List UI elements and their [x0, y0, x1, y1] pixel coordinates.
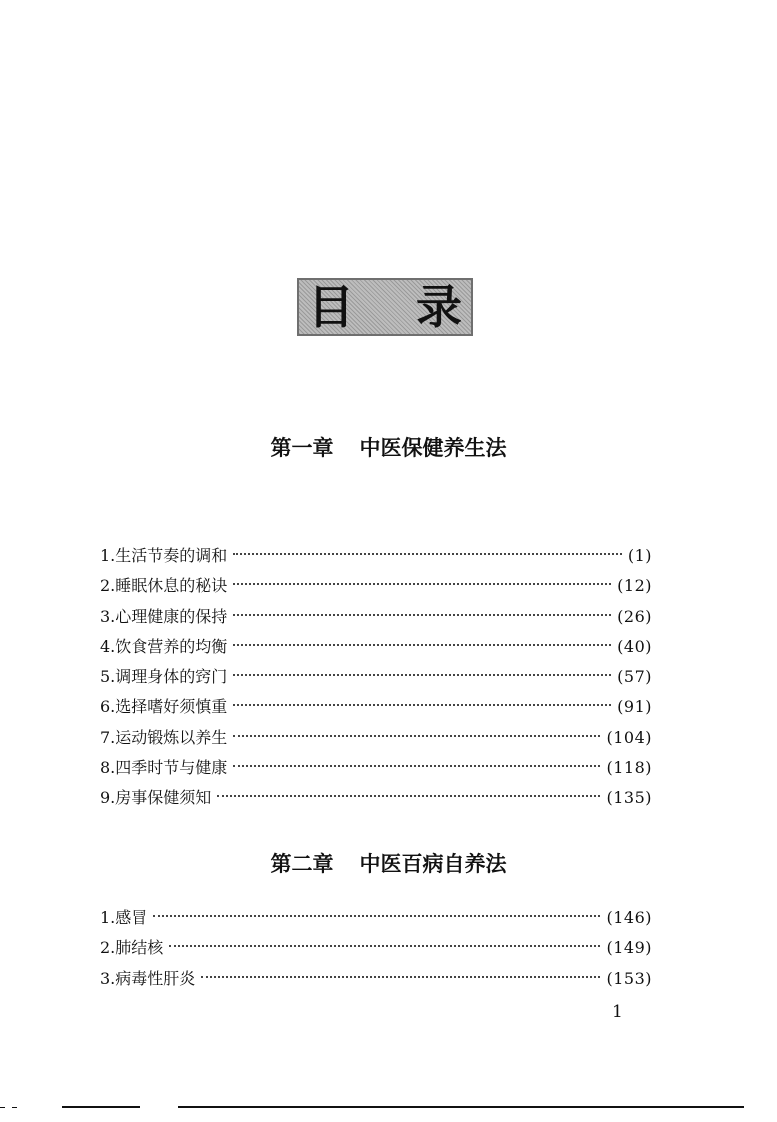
dot-leader	[233, 735, 600, 737]
toc-entry-label: 6.选择嗜好须慎重	[100, 697, 228, 717]
toc-entry-page: (146)	[606, 908, 652, 927]
dot-leader	[201, 976, 600, 978]
toc-entry[interactable]	[100, 964, 652, 994]
toc-entry-label: 3.心理健康的保持	[100, 606, 228, 626]
toc-entry-page: (149)	[606, 938, 652, 958]
toc-entry[interactable]	[100, 602, 652, 632]
chapter-name: 中医保健养生法	[359, 436, 507, 460]
dot-leader	[217, 795, 600, 797]
dot-leader	[233, 765, 600, 767]
bottom-rule	[62, 1106, 140, 1108]
toc-entry-label: 1.生活节奏的调和	[100, 546, 228, 565]
toc-entry[interactable]	[100, 723, 652, 753]
chapter-number: 第一章	[270, 436, 334, 460]
toc-list	[100, 541, 652, 814]
toc-entry[interactable]	[100, 662, 652, 692]
toc-entry[interactable]	[100, 933, 652, 963]
dot-leader	[233, 614, 611, 616]
toc-entry[interactable]	[100, 753, 652, 783]
toc-entry-page: (153)	[606, 968, 652, 988]
toc-entry-page: (57)	[617, 667, 652, 687]
toc-entry-page: (1)	[627, 546, 652, 565]
toc-title: 目录	[308, 280, 524, 334]
toc-entry-page: (12)	[617, 576, 652, 596]
toc-entry-label: 8.四季时节与健康	[100, 758, 228, 778]
toc-entry-label: 4.饮食营养的均衡	[100, 636, 228, 656]
chapter-name: 中医百病自养法	[359, 852, 507, 876]
toc-entry-page: (26)	[617, 606, 652, 626]
chapter-heading	[0, 432, 777, 462]
toc-entry[interactable]	[100, 541, 652, 571]
toc-entry-label: 3.病毒性肝炎	[100, 968, 196, 988]
dot-leader	[233, 553, 622, 555]
toc-list	[100, 903, 652, 994]
toc-entry[interactable]	[100, 903, 652, 933]
scan-mark	[12, 1107, 17, 1108]
toc-entry-label: 1.感冒	[100, 908, 148, 927]
toc-entry[interactable]	[100, 632, 652, 662]
toc-entry-page: (91)	[617, 697, 652, 717]
toc-entry[interactable]	[100, 571, 652, 601]
toc-entry[interactable]	[100, 692, 652, 722]
toc-entry-page: (40)	[617, 636, 652, 656]
toc-entry-page: (104)	[606, 727, 652, 747]
chapter-number: 第二章	[270, 852, 334, 876]
toc-entry-label: 9.房事保健须知	[100, 788, 212, 808]
dot-leader	[153, 915, 600, 917]
toc-entry-label: 7.运动锻炼以养生	[100, 727, 228, 747]
dot-leader	[233, 644, 611, 646]
dot-leader	[233, 674, 611, 676]
toc-title-banner	[297, 278, 524, 336]
scan-mark	[0, 1107, 5, 1108]
toc-entry-page: (118)	[606, 758, 652, 778]
dot-leader	[169, 945, 600, 947]
toc-entry-label: 5.调理身体的窍门	[100, 667, 228, 687]
dot-leader	[233, 704, 611, 706]
toc-entry-label: 2.睡眠休息的秘诀	[100, 576, 228, 596]
dot-leader	[233, 583, 611, 585]
toc-entry-label: 2.肺结核	[100, 938, 164, 958]
bottom-rule	[178, 1106, 744, 1108]
toc-entry[interactable]	[100, 783, 652, 813]
page-number: 1	[612, 1002, 623, 1022]
toc-entry-page: (135)	[606, 788, 652, 808]
chapter-heading	[0, 848, 777, 878]
